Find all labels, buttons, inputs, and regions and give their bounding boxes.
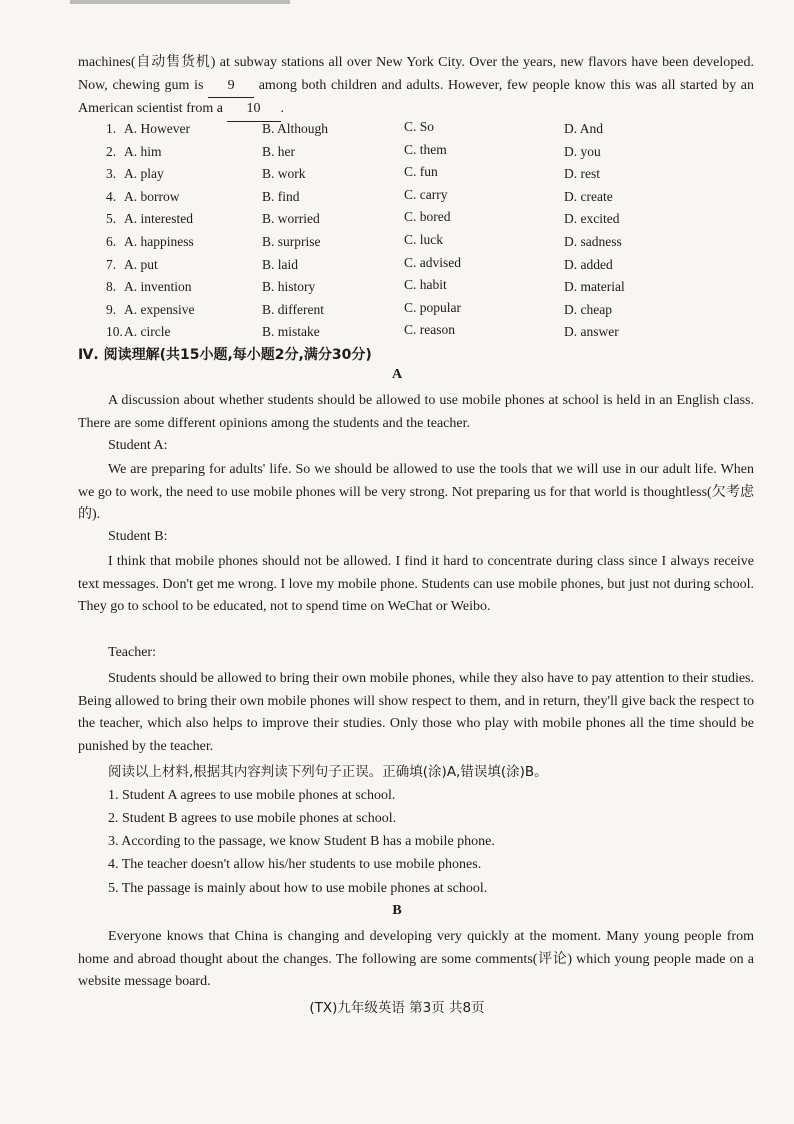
option-num: 10. bbox=[106, 324, 123, 339]
option-num: 5. bbox=[106, 211, 117, 226]
option-num: 4. bbox=[106, 189, 117, 204]
page-footer: (TX)九年级英语 第3页 共8页 bbox=[309, 1000, 485, 1016]
option-b: B. find bbox=[262, 189, 300, 204]
blank-9: 9 bbox=[208, 75, 254, 99]
statement-5: 5. The passage is mainly about how to use mobile phones at school. bbox=[108, 881, 488, 896]
section-heading: Ⅳ. 阅读理解(共15小题,每小题2分,满分30分) bbox=[78, 347, 372, 363]
passage-a-instruction: 阅读以上材料,根据其内容判读下列句子正误。正确填(涂)A,错误填(涂)B。 bbox=[108, 764, 548, 780]
statement-4: 4. The teacher doesn't allow his/her students to use mobile phones. bbox=[108, 857, 482, 872]
option-d: D. rest bbox=[564, 166, 600, 181]
passage-b-intro: Everyone knows that China is changing and developing very quickly at the moment. Many young people from home and abroad thought about the changes. The following are some comments(评论) which young people made on a website message board. bbox=[78, 929, 754, 989]
option-d: D. added bbox=[564, 257, 613, 272]
option-c: C. So bbox=[404, 119, 435, 134]
option-num: 2. bbox=[106, 144, 117, 159]
teacher-label: Teacher: bbox=[108, 645, 156, 660]
option-num: 8. bbox=[106, 279, 117, 294]
option-c: C. habit bbox=[404, 277, 447, 292]
cloze-text-part3: . bbox=[280, 101, 285, 116]
option-b: B. laid bbox=[262, 257, 298, 272]
statement-1: 1. Student A agrees to use mobile phones at school. bbox=[108, 788, 396, 803]
statement-3: 3. According to the passage, we know Student B has a mobile phone. bbox=[108, 834, 495, 849]
option-a: A. him bbox=[124, 144, 162, 159]
option-b: B. her bbox=[262, 144, 295, 159]
option-c: C. reason bbox=[404, 322, 455, 337]
option-c: C. advised bbox=[404, 255, 461, 270]
option-b: B. history bbox=[262, 279, 316, 294]
option-d: D. And bbox=[564, 121, 604, 136]
option-a: A. However bbox=[124, 121, 190, 136]
top-edge-mark bbox=[70, 0, 290, 4]
passage-a-title: A bbox=[391, 367, 403, 382]
option-a: A. interested bbox=[124, 211, 193, 226]
option-b: B. Although bbox=[262, 121, 329, 136]
cloze-passage-end bbox=[78, 52, 754, 122]
option-b: B. surprise bbox=[262, 234, 321, 249]
option-num: 3. bbox=[106, 166, 117, 181]
option-d: D. create bbox=[564, 189, 613, 204]
teacher-text: Students should be allowed to bring their own mobile phones, while they also have to pay attention to their studies. Being allowed to bring their own mobile phones will show respect to them, and in return, they'll give back the respect to the teacher, which also helps to improve their studies. Only those who play with mobile phones all the time should be punished by the teacher. bbox=[78, 671, 754, 754]
option-a: A. happiness bbox=[124, 234, 194, 249]
statement-2: 2. Student B agrees to use mobile phones at school. bbox=[108, 811, 397, 826]
option-b: B. worried bbox=[262, 211, 320, 226]
option-b: B. work bbox=[262, 166, 306, 181]
option-num: 7. bbox=[106, 257, 117, 272]
option-d: D. you bbox=[564, 144, 601, 159]
option-a: A. put bbox=[124, 257, 158, 272]
option-a: A. circle bbox=[124, 324, 171, 339]
option-num: 9. bbox=[106, 302, 117, 317]
option-d: D. cheap bbox=[564, 302, 612, 317]
option-c: C. carry bbox=[404, 187, 448, 202]
option-b: B. mistake bbox=[262, 324, 320, 339]
option-d: D. material bbox=[564, 279, 625, 294]
passage-a-intro: A discussion about whether students should be allowed to use mobile phones at school is held in an English class. There are some different opinions among the students and the teacher. bbox=[78, 393, 754, 431]
option-c: C. popular bbox=[404, 300, 461, 315]
cloze-text-part1: machines(自动售货机) at subway stations all over New York City. Over the years, new flavors have been developed. Now, chewing gum is bbox=[78, 55, 754, 93]
option-d: D. excited bbox=[564, 211, 620, 226]
option-c: C. bored bbox=[404, 209, 451, 224]
student-a-text: We are preparing for adults' life. So we should be allowed to use the tools that we will use in our adult life. When we go to work, the need to use mobile phones will be very strong. Not preparing us for that world is thoughtless(欠考虑的). bbox=[78, 462, 754, 522]
student-a-label: Student A: bbox=[108, 438, 168, 453]
option-a: A. invention bbox=[124, 279, 192, 294]
passage-b-title: B bbox=[392, 903, 402, 918]
blank-10: 10 bbox=[227, 98, 281, 122]
option-a: A. expensive bbox=[124, 302, 195, 317]
option-a: A. borrow bbox=[124, 189, 180, 204]
student-b-text: I think that mobile phones should not be allowed. I find it hard to concentrate during class since I always receive text messages. Don't get me wrong. I love my mobile phone. Students can use mobile phones, but just not during school. They go to school to be educated, not to spend time on WeChat or Weibo. bbox=[78, 554, 754, 614]
option-num: 6. bbox=[106, 234, 117, 249]
option-c: C. luck bbox=[404, 232, 443, 247]
option-d: D. sadness bbox=[564, 234, 622, 249]
option-c: C. them bbox=[404, 142, 447, 157]
option-d: D. answer bbox=[564, 324, 619, 339]
cloze-text-part2: among both children and adults. However, few people know this was all started by an American scientist from a bbox=[78, 77, 754, 116]
option-c: C. fun bbox=[404, 164, 438, 179]
option-num: 1. bbox=[106, 121, 117, 136]
student-b-label: Student B: bbox=[108, 529, 168, 544]
option-a: A. play bbox=[124, 166, 164, 181]
option-b: B. different bbox=[262, 302, 324, 317]
